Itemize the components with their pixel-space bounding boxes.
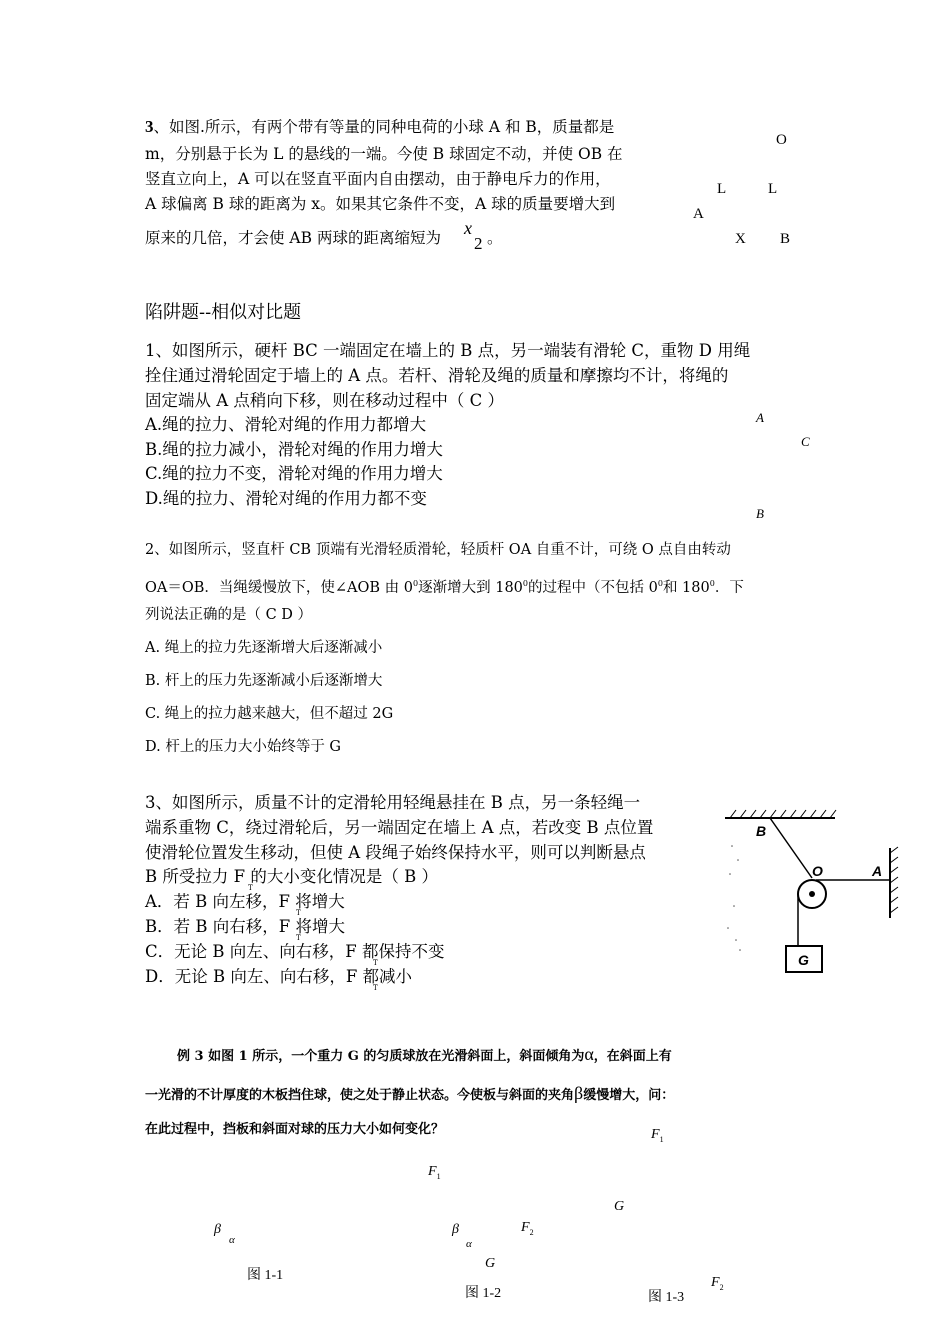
problem3-line5: 原来的几倍，才会使 AB 两球的距离缩短为 xyxy=(145,229,441,247)
fig-label-x: X xyxy=(735,231,746,247)
fig2-f2-label: $F_2$ xyxy=(521,1220,534,1237)
q3-line1: 3、如图所示，质量不计的定滑轮用轻绳悬挂在 B 点，另一条轻绳一 xyxy=(145,793,641,812)
q1-line3: 固定端从 A 点稍向下移，则在移动过程中（ C ） xyxy=(145,391,505,410)
fig2-g-label: G xyxy=(485,1256,496,1271)
caption-fig-1-2: 图 1-2 xyxy=(465,1286,502,1301)
fig-label-l-left: L xyxy=(717,181,727,197)
problem3-line5-end: 。 xyxy=(487,229,503,247)
q2-option-d: D. 杆上的压力大小始终等于 G xyxy=(145,739,342,755)
caption-fig-1-3: 图 1-3 xyxy=(648,1290,685,1305)
problem3-line2: m，分别悬于长为 L 的悬线的一端。今使 B 球固定不动，并使 OB 在 xyxy=(145,145,623,163)
fraction-denominator: 2 xyxy=(474,234,483,253)
fig3-g-label: G xyxy=(614,1199,625,1214)
q3-option-b: B．若 B 向右移，F 将增大 xyxy=(145,917,345,936)
q2-line2: OA＝OB．当绳缓慢放下，使∠AOB 由 $0^0$逐渐增大到 $180^0$的过程中（不包括 $0^0$和 $180^0$．下 xyxy=(145,579,744,596)
q3-line3: 使滑轮位置发生移动，但使 A 段绳子始终保持水平，则可以判断悬点 xyxy=(145,843,646,862)
caption-fig-1-1: 图 1-1 xyxy=(247,1268,284,1283)
q3-t-sub-1: T xyxy=(248,884,253,892)
q3-fig-label-g: G xyxy=(798,952,809,968)
section-title: 陷阱题--相似对比题 xyxy=(145,302,302,323)
q3-option-a: A．若 B 向左移，F 将增大 xyxy=(145,892,345,911)
problem3-number: 3 xyxy=(145,117,154,136)
q3-t-sub-3: T xyxy=(296,934,301,942)
q3-fig-label-a: A xyxy=(872,863,883,879)
fig-label-a: A xyxy=(693,206,704,222)
q2-line1: 2、如图所示，竖直杆 CB 顶端有光滑轻质滑轮，轻质杆 OA 自重不计，可绕 O 点自由转动 xyxy=(145,542,731,558)
fig3-f2-label: $F_2$ xyxy=(711,1275,724,1292)
q1-option-a: A.绳的拉力、滑轮对绳的作用力都增大 xyxy=(145,415,427,434)
fig-label-l-right: L xyxy=(768,181,778,197)
fig3-f1-label: $F_1$ xyxy=(651,1127,664,1144)
q2-line3: 列说法正确的是（ C D ） xyxy=(145,607,313,623)
q3-fig-label-o: O xyxy=(812,863,823,879)
q3-option-c: C．无论 B 向左、向右移，F 都保持不变 xyxy=(145,942,445,961)
q1-line2: 拴住通过滑轮固定于墙上的 A 点。若杆、滑轮及绳的质量和摩擦均不计，将绳的 xyxy=(145,366,729,385)
q3-option-d: D．无论 B 向左、向右移，F 都减小 xyxy=(145,967,413,986)
q3-t-sub-4: T xyxy=(373,959,378,967)
problem3-line4: A 球偏离 B 球的距离为 x。如果其它条件不变，A 球的质量要增大到 xyxy=(145,195,616,213)
q1-option-d: D.绳的拉力、滑轮对绳的作用力都不变 xyxy=(145,489,427,508)
q2-option-b: B. 杆上的压力先逐渐减小后逐渐增大 xyxy=(145,673,383,689)
q1-fig-label-b: B xyxy=(756,506,764,521)
pulley-figure xyxy=(720,808,905,978)
problem3-line3: 竖直立向上，A 可以在竖直平面内自由摆动，由于静电斥力的作用， xyxy=(145,170,611,188)
example3-line3: 在此过程中，挡板和斜面对球的压力大小如何变化？ xyxy=(145,1122,445,1137)
q3-t-sub-2: T xyxy=(296,909,301,917)
q2-option-c: C. 绳上的拉力越来越大，但不超过 2G xyxy=(145,706,394,722)
fig2-alpha-label: α xyxy=(466,1238,472,1250)
fig1-beta-label: β xyxy=(214,1222,221,1237)
fig2-f1-label: $F_1$ xyxy=(428,1164,441,1181)
example3-line2: 一光滑的不计厚度的木板挡住球，使之处于静止状态。今使板与斜面的夹角β缓慢增大，问： xyxy=(145,1083,675,1103)
q3-fig-label-b: B xyxy=(756,823,767,839)
q1-line1: 1、如图所示，硬杆 BC 一端固定在墙上的 B 点，另一端装有滑轮 C，重物 D 用绳 xyxy=(145,341,751,360)
q3-line2: 端系重物 C，绕过滑轮后，另一端固定在墙上 A 点，若改变 B 点位置 xyxy=(145,818,654,837)
fraction-numerator: x xyxy=(464,218,472,238)
fig-label-o: O xyxy=(776,132,787,148)
q1-option-c: C.绳的拉力不变，滑轮对绳的作用力增大 xyxy=(145,464,443,483)
q1-option-b: B.绳的拉力减小，滑轮对绳的作用力增大 xyxy=(145,440,443,459)
fig2-beta-label: β xyxy=(452,1222,459,1237)
q1-fig-label-a: A xyxy=(756,410,764,425)
q3-line4: B 所受拉力 F 的大小变化情况是（ B ） xyxy=(145,867,438,886)
q3-t-sub-5: T xyxy=(373,984,378,992)
fig1-alpha-label: α xyxy=(229,1234,235,1246)
example3-line1: 例 3 如图 1 所示，一个重力 G 的匀质球放在光滑斜面上，斜面倾角为α，在斜面上有 xyxy=(177,1044,672,1064)
q1-fig-label-c: C xyxy=(801,434,810,449)
q2-option-a: A. 绳上的拉力先逐渐增大后逐渐减小 xyxy=(145,640,383,656)
fig-label-b: B xyxy=(780,231,791,247)
problem3-line1: 3、如图.所示，有两个带有等量的同种电荷的小球 A 和 B，质量都是 xyxy=(145,117,615,136)
